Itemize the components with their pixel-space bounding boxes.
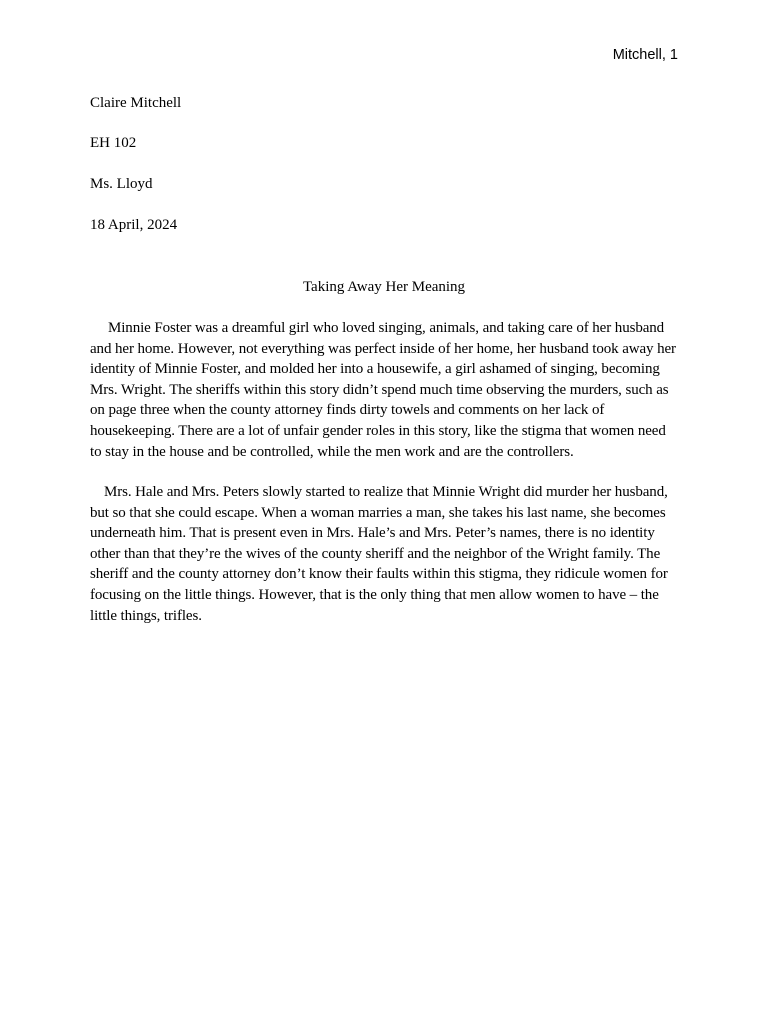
running-header: Mitchell, 1 — [612, 47, 678, 63]
essay-title: Taking Away Her Meaning — [302, 279, 466, 295]
body-paragraph-2: Mrs. Hale and Mrs. Peters slowly started to realize that Minnie Wright did murder her husband, but so that she could escape. When a woman marries a man, she takes his last name, she becomes underneath him. That is present even in Mrs. Hale’s and Mrs. Peter’s names, there is no identity other than that they’re the wives of the county sheriff and the neighbor of the Wright family. The sheriff and the county attorney don’t know their faults within this stigma, they ridicule women for focusing on the little things. However, that is the only thing that men allow women to have – the little things, trifles. — [90, 484, 668, 624]
course-name: EH 102 — [90, 135, 137, 151]
instructor-name: Ms. Lloyd — [90, 176, 153, 192]
submission-date: 18 April, 2024 — [90, 217, 178, 233]
body-paragraph-1: Minnie Foster was a dreamful girl who loved singing, animals, and taking care of her husband and her home. However, not everything was perfect inside of her home, her husband took away her identity of Minnie Foster, and molded her into a housewife, a girl ashamed of singing, becoming Mrs. Wright. The sheriffs within this story didn’t spend much time observing the murders, such as on page three when the county attorney finds dirty towels and comments on her lack of housekeeping. There are a lot of unfair gender roles in this story, like the stigma that women need to stay in the house and be controlled, while the men work and are the controllers. — [90, 320, 676, 460]
student-name: Claire Mitchell — [90, 95, 182, 111]
